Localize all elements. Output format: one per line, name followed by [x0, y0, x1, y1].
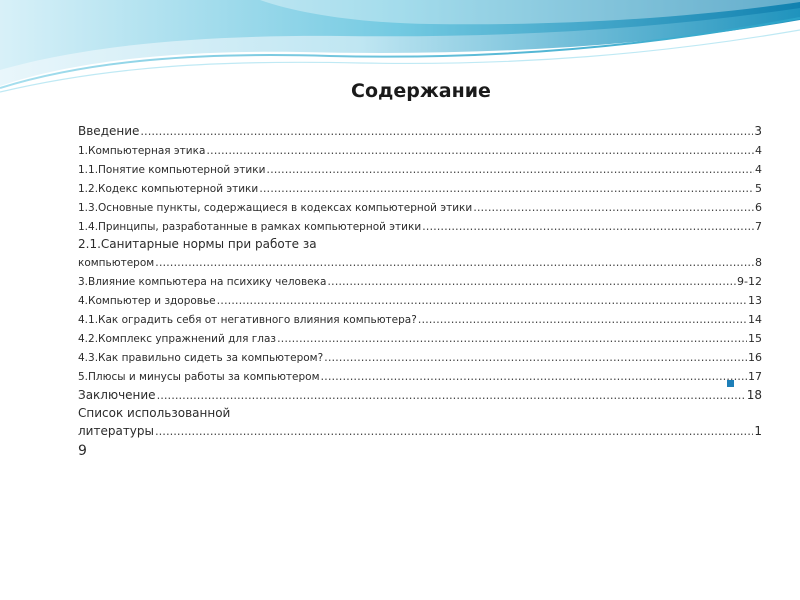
toc-entry-label-line2: литературы [78, 424, 154, 438]
toc-entry-label: 4.2.Комплекс упражнений для глаз [78, 333, 277, 345]
toc-entry-label: 3.Влияние компьютера на психику человека [78, 276, 327, 288]
dot-leader [140, 122, 753, 141]
toc-entry-page: 13 [748, 294, 762, 307]
toc-entry-label-line2: компьютером [78, 257, 155, 269]
toc-entry-page: 6 [755, 201, 762, 214]
toc-entry-label: 1.3.Основные пункты, содержащиеся в кодексах компьютерной этики [78, 202, 473, 214]
toc-entry [78, 217, 762, 236]
toc-entry [78, 367, 762, 386]
toc-entry-page: 4 [755, 163, 762, 176]
toc-entry-label: 1.Компьютерная этика [78, 145, 206, 157]
toc-entry [78, 422, 762, 441]
toc-entry [78, 386, 762, 405]
toc-entry [78, 329, 762, 348]
toc-entry-page: 3 [754, 124, 762, 138]
toc-entry-page: 18 [746, 388, 762, 402]
dot-leader [206, 141, 754, 160]
toc-entry [78, 160, 762, 179]
table-of-contents [78, 122, 762, 461]
toc-entry-page: 17 [748, 370, 762, 383]
toc-entry-label: 4.Компьютер и здоровье [78, 295, 216, 307]
toc-entry-page: 14 [748, 313, 762, 326]
toc-entry-page: 5 [755, 182, 762, 195]
toc-entry-page-continuation: 9 [78, 443, 87, 459]
toc-entry-label: 5.Плюсы и минусы работы за компьютером [78, 371, 320, 383]
toc-entry-label: Заключение [78, 388, 156, 402]
toc-entry [78, 179, 762, 198]
toc-entry [78, 122, 762, 141]
toc-entry-label-line1: Список использованной [78, 406, 231, 420]
toc-entry [78, 272, 762, 291]
toc-entry-label-line1: 2.1.Санитарные нормы при работе за [78, 237, 317, 251]
page-title: Содержание [351, 80, 491, 102]
toc-entry [78, 291, 762, 310]
toc-entry-label: 4.1.Как оградить себя от негативного влияния компьютера? [78, 314, 417, 326]
dot-leader [266, 160, 754, 179]
toc-entry-page: 8 [755, 256, 762, 269]
dot-leader [157, 386, 746, 405]
toc-entry-label: 1.1.Понятие компьютерной этики [78, 164, 266, 176]
toc-entry-page: 7 [755, 220, 762, 233]
toc-entry-label: 1.2.Кодекс компьютерной этики [78, 183, 259, 195]
dot-leader [155, 253, 754, 272]
toc-entry-label: 1.4.Принципы, разработанные в рамках компьютерной этики [78, 221, 422, 233]
dot-leader [277, 329, 747, 348]
toc-entry-page: 1 [754, 424, 762, 438]
dot-leader [418, 310, 747, 329]
dot-leader [321, 367, 747, 386]
toc-entry [78, 141, 762, 160]
toc-entry [78, 348, 762, 367]
toc-entry-label: 4.3.Как правильно сидеть за компьютером? [78, 352, 324, 364]
dot-leader [422, 217, 754, 236]
bullet-marker [727, 380, 734, 387]
dot-leader [155, 422, 753, 441]
dot-leader [324, 348, 747, 367]
toc-entry-page: 15 [748, 332, 762, 345]
toc-entry-page: 9-12 [737, 275, 762, 288]
dot-leader [217, 291, 747, 310]
toc-entry-page: 16 [748, 351, 762, 364]
dot-leader [327, 272, 736, 291]
toc-entry [78, 253, 762, 272]
dot-leader [259, 179, 754, 198]
dot-leader [473, 198, 754, 217]
toc-entry [78, 310, 762, 329]
toc-entry [78, 198, 762, 217]
toc-entry-label: Введение [78, 124, 140, 138]
toc-entry-page: 4 [755, 144, 762, 157]
